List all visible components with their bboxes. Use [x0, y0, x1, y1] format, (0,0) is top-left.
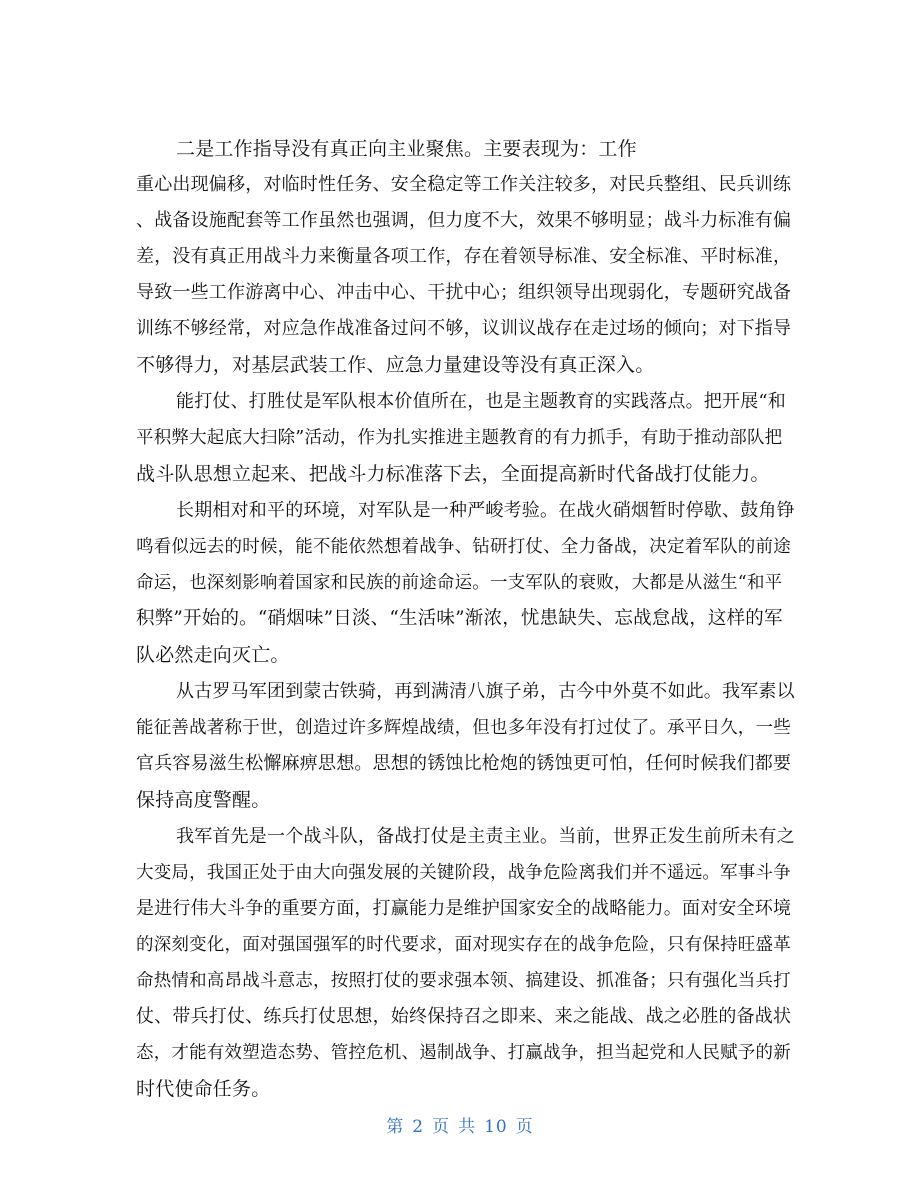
paragraph-3-line-5: 队必然走向灭亡。: [136, 644, 290, 666]
paragraph-1-line-1: 二是工作指导没有真正向主业聚焦。主要表现为：工作: [176, 138, 637, 160]
footer-total-word: 共: [458, 1117, 477, 1137]
paragraph-5-line-1: 我军首先是一个战斗队，备战打仗是主责主业。当前，世界正发生前所未有之: [176, 826, 795, 847]
paragraph-5-line-4: 的深刻变化，面对强国强军的时代要求，面对现实存在的战争危险，只有保持旺盛革: [136, 935, 791, 955]
paragraph-5-line-8: 时代使命任务。: [136, 1078, 271, 1100]
paragraph-3-line-4: 积弊”开始的。“硝烟味”日淡、“生活味”渐浓，忧患缺失、忘战怠战，这样的军: [136, 608, 783, 629]
footer-prefix: 第: [386, 1117, 405, 1137]
paragraph-1-line-5: 导致一些工作游离中心、冲击中心、干扰中心；组织领导出现弱化，专题研究战备: [136, 282, 792, 303]
paragraph-5-line-7: 态，才能有效塑造态势、管控危机、遏制战争、打赢战争，担当起党和人民赋予的新: [136, 1043, 791, 1063]
paragraph-3-line-2: 鸣看似远去的时候，能不能依然想着战争、钻研打仗、全力备战，决定着军队的前途: [136, 537, 791, 557]
page-number-footer: [0, 1112, 920, 1137]
paragraph-2-line-2: 平积弊大起底大扫除”活动，作为扎实推进主题教育的有力抓手，有助于推动部队把: [136, 428, 783, 448]
paragraph-3-line-3: 命运，也深刻影响着国家和民族的前途命运。一支军队的衰败，大都是从滋生“和平: [136, 573, 783, 593]
paragraph-1-line-3: 、战备设施配套等工作虽然也强调，但力度不大，效果不够明显；战斗力标准有偏: [136, 210, 792, 231]
paragraph-2-line-1: 能打仗、打胜仗是军队根本价值所在，也是主题教育的实践落点。把开展“和: [176, 391, 786, 412]
paragraph-5-line-3: 是进行伟大斗争的重要方面，打赢能力是维护国家安全的战略能力。面对安全环境: [136, 898, 792, 919]
paragraph-4-line-1: 从古罗马军团到蒙古铁骑，再到满清八旗子弟，古今中外莫不如此。我军素以: [176, 681, 795, 702]
paragraph-1-line-7: 不够得力，对基层武装工作、应急力量建设等没有真正深入。: [136, 354, 655, 376]
paragraph-1-line-4: 差，没有真正用战斗力来衡量各项工作，存在着领导标准、安全标准、平时标准，: [136, 246, 792, 267]
paragraph-4-line-4: 保持高度警醒。: [136, 789, 271, 811]
paragraph-1-line-6: 训练不够经常，对应急作战准备过问不够，议训议战存在走过场的倾向；对下指导: [136, 318, 792, 339]
paragraph-5-line-6: 仗、带兵打仗、练兵打仗思想，始终保持召之即来、来之能战、战之必胜的备战状: [136, 1006, 792, 1027]
paragraph-3-line-1: 长期相对和平的环境，对军队是一种严峻考验。在战火硝烟暂时停歇、鼓角铮: [176, 500, 795, 521]
paragraph-5-line-2: 大变局，我国正处于由大向强发展的关键阶段，战争危险离我们并不遥远。军事斗争: [136, 863, 791, 883]
footer-suffix: 页: [515, 1117, 534, 1137]
paragraph-5-line-5: 命热情和高昂战斗意志，按照打仗的要求强本领、搞建设、抓准备；只有强化当兵打: [136, 971, 791, 991]
paragraph-4-line-3: 官兵容易滋生松懈麻痹思想。思想的锈蚀比枪炮的锈蚀更可怕，任何时候我们都要: [136, 753, 792, 774]
footer-page-word: 页: [432, 1117, 451, 1137]
footer-total-pages: 10: [484, 1117, 508, 1137]
paragraph-2-line-3: 战斗队思想立起来、把战斗力标准落下去，全面提高新时代备战打仗能力。: [136, 463, 770, 485]
footer-current-page: 2: [412, 1117, 425, 1137]
paragraph-1-line-2: 重心出现偏移，对临时性任务、安全稳定等工作关注较多，对民兵整组、民兵训练: [136, 174, 792, 195]
paragraph-4-line-2: 能征善战著称于世，创造过许多辉煌战绩，但也多年没有打过仗了。承平日久，一些: [136, 718, 791, 738]
